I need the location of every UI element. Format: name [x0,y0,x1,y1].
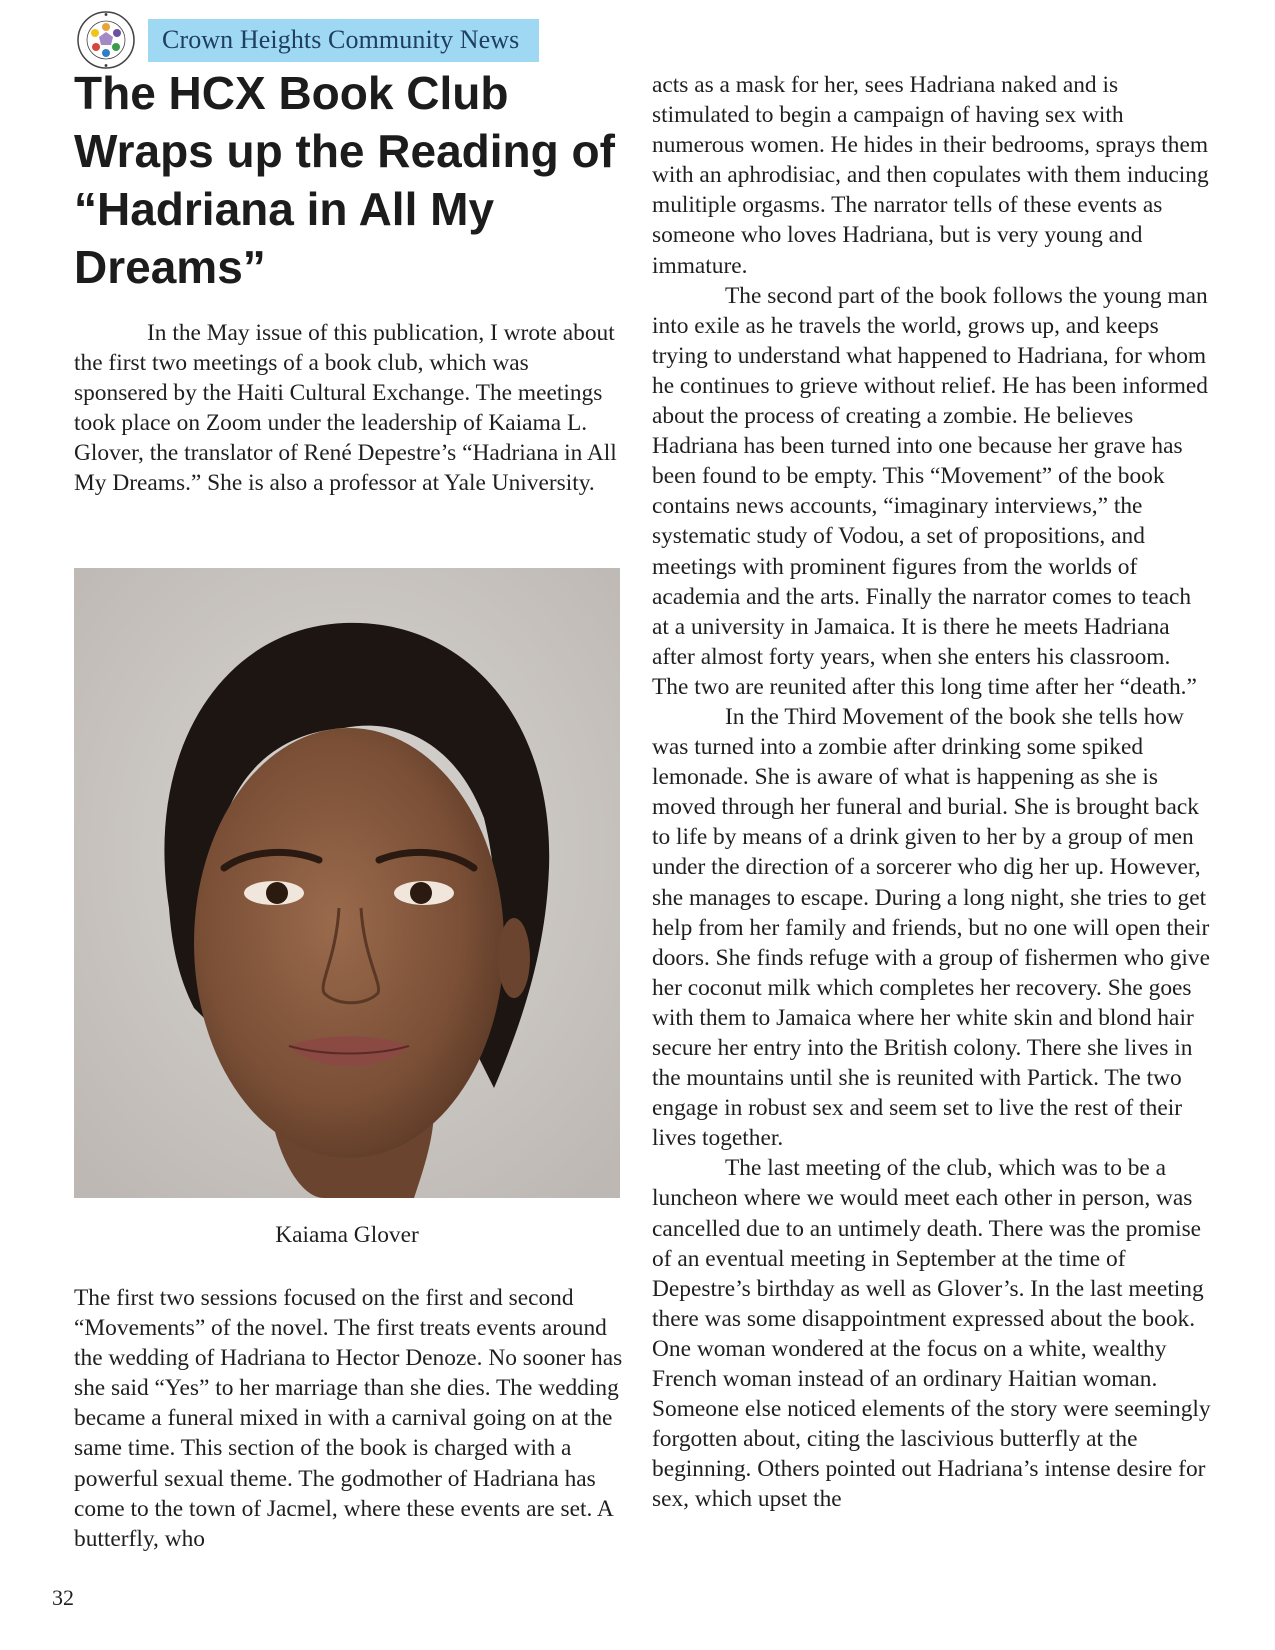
publication-name: Crown Heights Community News [162,25,520,54]
left-column-body [74,1283,624,1554]
publication-banner [148,19,539,62]
page-number: 32 [52,1585,74,1610]
right-column-body [652,70,1212,1515]
intro-column [74,318,619,499]
body-paragraph-continued: acts as a mask for her, sees Hadriana naked and is stimulated to begin a campaign of having sex with numerous women. He hides in their bedrooms, sprays them with an aphrodisiac, and then copulates with them inducing mulitiple orgasms. The narrator tells of these events as someone who loves Hadriana, but is very young and immature. [652,72,1209,279]
body-paragraph-last-meeting: The last meeting of the club, which was to be a luncheon where we would meet each other in person, was cancelled due to an untimely death. There was the promise of an eventual meeting in September at the time of Depestre’s birthday as well as Glover’s. In the last meeting there was some disappointment expressed about the book. One woman wondered at the focus on a white, wealthy French woman instead of an ordinary Haitian woman. Someone else noticed elements of the story were seemingly forgotten about, citing the lascivious butterfly at the beginning. Others pointed out Hadriana’s intense desire for sex, which upset the [652,1155,1211,1513]
portrait-photo [74,568,620,1198]
portrait-illustration [74,568,620,1198]
body-paragraph: The first two sessions focused on the first and second “Movements” of the novel. The first treats events around the wedding of Hadriana to Hector Denoze. No sooner has she said “Yes” to her marriage than she dies. The wedding became a funeral mixed in with a carnival going on at the same time. This section of the book is charged with a powerful sexual theme. The godmother of Hadriana has come to the town of Jacmel, where these events are set. A butterfly, who [74,1285,623,1552]
photo-caption: Kaiama Glover [275,1222,419,1248]
masthead [76,10,539,70]
organization-logo-icon [76,10,136,70]
body-paragraph-third-movement: In the Third Movement of the book she tells how was turned into a zombie after drinking some spiked lemonade. She is aware of what is happening as she is moved through her funeral and burial. She is brought back to life by means of a drink given to her by a group of men under the direction of a sorcerer who dig her up. However, she manages to escape. During a long night, she tries to get help from her family and friends, but no one will open their doors. She finds refuge with a group of fishermen who give her coconut milk which completes her recovery. She goes with them to Jamaica where her white skin and blond hair secure her entry into the British colony. There she lives in the mountains until she is reunited with Partick. The two engage in robust sex and seem set to live the rest of their lives together. [652,703,1211,1152]
intro-paragraph: In the May issue of this publication, I wrote about the first two meetings of a book club, which was sponsered by the Haiti Cultural Exchange. The meetings took place on Zoom under the leadership of Kaiama L. Glover, the translator of René Depestre’s “Hadriana in All My Dreams.” She is also a professor at Yale University. [74,320,617,497]
article-title: The HCX Book Club Wraps up the Reading of “Hadriana in All My Dreams” [74,67,615,293]
body-paragraph-second-movement: The second part of the book follows the young man into exile as he travels the world, grows up, and keeps trying to understand what happened to Hadriana, for whom he continues to grieve without relief. He has been informed about the process of creating a zombie. He believes Hadriana has been turned into one because her grave has been found to be empty. This “Movement” of the book contains news accounts, “imaginary interviews,” the systematic study of Vodou, a set of propositions, and meetings with prominent figures from the worlds of academia and the arts. Finally the narrator comes to teach at a university in Jamaica. It is there he meets Hadriana after almost forty years, when she enters his classroom. The two are reunited after this long time after her “death.” [652,282,1208,700]
